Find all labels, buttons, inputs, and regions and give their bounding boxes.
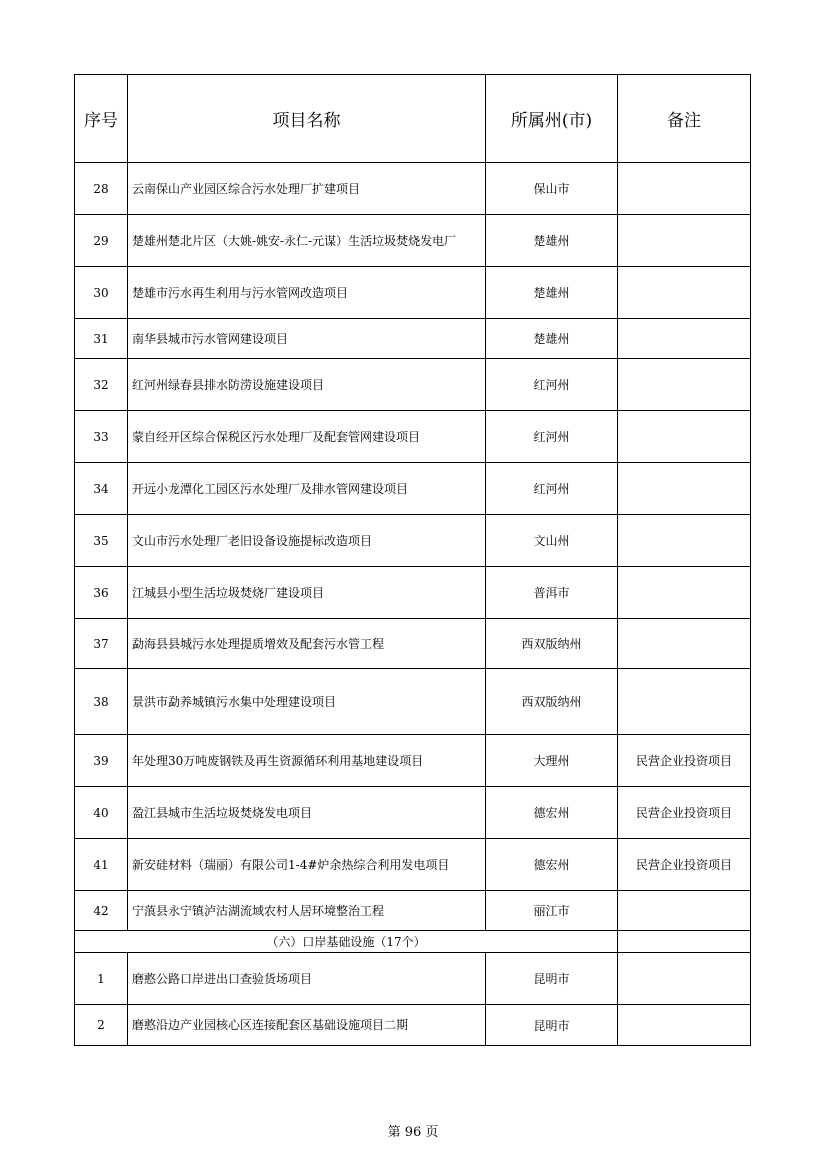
table-row <box>75 515 751 567</box>
table-row <box>75 163 751 215</box>
project-name: 宁蒗县永宁镇泸沽湖流域农村人居环境整治工程 <box>128 891 486 931</box>
table-row <box>75 891 751 931</box>
prefecture: 文山州 <box>486 515 618 567</box>
prefecture: 西双版纳州 <box>486 619 618 669</box>
remarks <box>618 267 751 319</box>
prefecture: 保山市 <box>486 163 618 215</box>
row-number: 40 <box>75 787 128 839</box>
remarks <box>618 215 751 267</box>
table-header-row <box>75 75 751 163</box>
remarks: 民营企业投资项目 <box>618 839 751 891</box>
header-prefecture: 所属州(市) <box>486 75 618 163</box>
table-row <box>75 619 751 669</box>
header-remarks: 备注 <box>618 75 751 163</box>
row-number: 42 <box>75 891 128 931</box>
remarks <box>618 163 751 215</box>
row-number: 32 <box>75 359 128 411</box>
remarks: 民营企业投资项目 <box>618 787 751 839</box>
row-number: 1 <box>75 953 128 1005</box>
table-row <box>75 359 751 411</box>
remarks <box>618 411 751 463</box>
project-name: 文山市污水处理厂老旧设备设施提标改造项目 <box>128 515 486 567</box>
header-project-name: 项目名称 <box>128 75 486 163</box>
prefecture: 红河州 <box>486 463 618 515</box>
prefecture: 大理州 <box>486 735 618 787</box>
row-number: 29 <box>75 215 128 267</box>
row-number: 30 <box>75 267 128 319</box>
remarks <box>618 669 751 735</box>
prefecture: 昆明市 <box>486 953 618 1005</box>
project-name: 盈江县城市生活垃圾焚烧发电项目 <box>128 787 486 839</box>
section-remarks <box>618 931 751 953</box>
remarks: 民营企业投资项目 <box>618 735 751 787</box>
table-row <box>75 839 751 891</box>
row-number: 28 <box>75 163 128 215</box>
table-row <box>75 567 751 619</box>
header-number: 序号 <box>75 75 128 163</box>
remarks <box>618 953 751 1005</box>
table-row <box>75 463 751 515</box>
table-row <box>75 411 751 463</box>
table-row <box>75 787 751 839</box>
remarks <box>618 319 751 359</box>
prefecture: 德宏州 <box>486 787 618 839</box>
row-number: 39 <box>75 735 128 787</box>
project-name: 勐海县县城污水处理提质增效及配套污水管工程 <box>128 619 486 669</box>
project-name: 楚雄市污水再生利用与污水管网改造项目 <box>128 267 486 319</box>
table-row <box>75 267 751 319</box>
prefecture: 普洱市 <box>486 567 618 619</box>
project-name: 江城县小型生活垃圾焚烧厂建设项目 <box>128 567 486 619</box>
table-row <box>75 953 751 1005</box>
remarks <box>618 463 751 515</box>
prefecture: 楚雄州 <box>486 267 618 319</box>
row-number: 36 <box>75 567 128 619</box>
row-number: 37 <box>75 619 128 669</box>
table-row <box>75 669 751 735</box>
project-name: 云南保山产业园区综合污水处理厂扩建项目 <box>128 163 486 215</box>
project-table <box>74 74 751 1046</box>
row-number: 38 <box>75 669 128 735</box>
table-row <box>75 1005 751 1046</box>
project-name: 红河州绿春县排水防涝设施建设项目 <box>128 359 486 411</box>
project-name: 楚雄州楚北片区（大姚-姚安-永仁-元谋）生活垃圾焚烧发电厂 <box>128 215 486 267</box>
prefecture: 丽江市 <box>486 891 618 931</box>
prefecture: 德宏州 <box>486 839 618 891</box>
table-row <box>75 215 751 267</box>
remarks <box>618 515 751 567</box>
project-name: 磨憨沿边产业园核心区连接配套区基础设施项目二期 <box>128 1005 486 1046</box>
section-title: （六）口岸基础设施（17个） <box>75 931 618 953</box>
table-row <box>75 735 751 787</box>
prefecture: 红河州 <box>486 411 618 463</box>
prefecture: 昆明市 <box>486 1005 618 1046</box>
remarks <box>618 891 751 931</box>
prefecture: 红河州 <box>486 359 618 411</box>
project-name: 磨憨公路口岸进出口查验货场项目 <box>128 953 486 1005</box>
project-name: 蒙自经开区综合保税区污水处理厂及配套管网建设项目 <box>128 411 486 463</box>
prefecture: 楚雄州 <box>486 215 618 267</box>
project-name: 开远小龙潭化工园区污水处理厂及排水管网建设项目 <box>128 463 486 515</box>
prefecture: 西双版纳州 <box>486 669 618 735</box>
row-number: 33 <box>75 411 128 463</box>
row-number: 34 <box>75 463 128 515</box>
section-row <box>75 931 751 953</box>
row-number: 35 <box>75 515 128 567</box>
row-number: 2 <box>75 1005 128 1046</box>
table-row <box>75 319 751 359</box>
remarks <box>618 1005 751 1046</box>
prefecture: 楚雄州 <box>486 319 618 359</box>
remarks <box>618 619 751 669</box>
project-name: 南华县城市污水管网建设项目 <box>128 319 486 359</box>
row-number: 31 <box>75 319 128 359</box>
row-number: 41 <box>75 839 128 891</box>
remarks <box>618 359 751 411</box>
project-name: 新安硅材料（瑞丽）有限公司1-4#炉余热综合利用发电项目 <box>128 839 486 891</box>
remarks <box>618 567 751 619</box>
page-number: 第 96 页 <box>387 1125 439 1140</box>
project-name: 年处理30万吨废钢铁及再生资源循环利用基地建设项目 <box>128 735 486 787</box>
project-name: 景洪市勐养城镇污水集中处理建设项目 <box>128 669 486 735</box>
